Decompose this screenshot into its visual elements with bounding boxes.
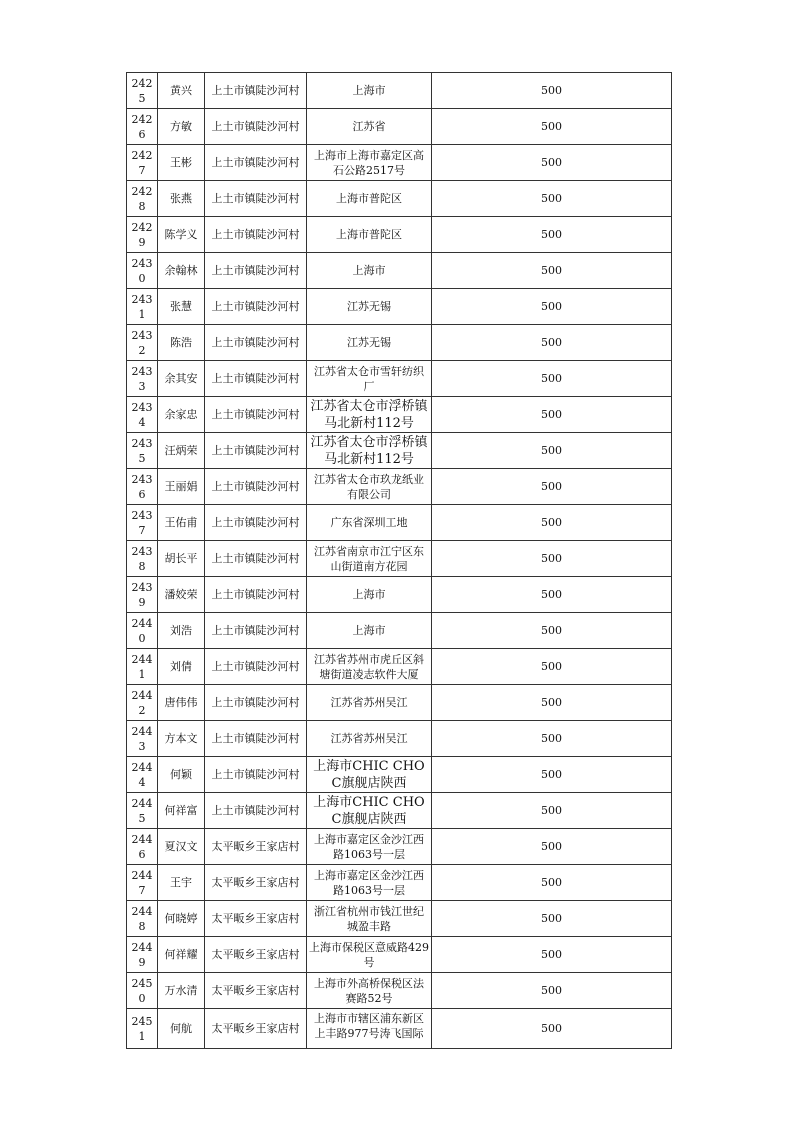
address-cell: 浙江省杭州市钱江世纪城盈丰路 [307, 901, 432, 937]
table-row [127, 1009, 672, 1049]
amount-cell: 500 [432, 865, 672, 901]
address-cell: 江苏无锡 [307, 325, 432, 361]
village-cell: 上土市镇陡沙河村 [205, 217, 307, 253]
table-row [127, 73, 672, 109]
name-cell: 何祥耀 [158, 937, 205, 973]
serial-number-cell: 2451 [127, 1009, 158, 1049]
amount-cell: 500 [432, 757, 672, 793]
amount-cell: 500 [432, 217, 672, 253]
address-cell: 江苏省苏州吴江 [307, 685, 432, 721]
address-cell: 上海市嘉定区金沙江西路1063号一层 [307, 829, 432, 865]
name-cell: 汪炳荣 [158, 433, 205, 469]
village-cell: 上土市镇陡沙河村 [205, 505, 307, 541]
table-row [127, 289, 672, 325]
address-cell: 江苏省 [307, 109, 432, 145]
name-cell: 刘浩 [158, 613, 205, 649]
table-row [127, 145, 672, 181]
address-cell: 上海市普陀区 [307, 217, 432, 253]
village-cell: 上土市镇陡沙河村 [205, 73, 307, 109]
table-row [127, 901, 672, 937]
table-row [127, 613, 672, 649]
village-cell: 太平畈乡王家店村 [205, 973, 307, 1009]
address-cell: 上海市市辖区浦东新区上丰路977号涛飞国际 [307, 1009, 432, 1049]
table-row [127, 865, 672, 901]
name-cell: 张慧 [158, 289, 205, 325]
serial-number-cell: 2449 [127, 937, 158, 973]
serial-number-cell: 2447 [127, 865, 158, 901]
address-cell: 上海市CHIC CHOC旗舰店陕西 [307, 757, 432, 793]
roster-body [127, 73, 672, 1049]
amount-cell: 500 [432, 649, 672, 685]
village-cell: 上土市镇陡沙河村 [205, 469, 307, 505]
village-cell: 上土市镇陡沙河村 [205, 577, 307, 613]
serial-number-cell: 2439 [127, 577, 158, 613]
amount-cell: 500 [432, 361, 672, 397]
amount-cell: 500 [432, 325, 672, 361]
amount-cell: 500 [432, 181, 672, 217]
serial-number-cell: 2446 [127, 829, 158, 865]
serial-number-cell: 2443 [127, 721, 158, 757]
table-row [127, 649, 672, 685]
table-row [127, 793, 672, 829]
address-cell: 江苏省太仓市玖龙纸业有限公司 [307, 469, 432, 505]
village-cell: 太平畈乡王家店村 [205, 865, 307, 901]
address-cell: 上海市 [307, 73, 432, 109]
village-cell: 上土市镇陡沙河村 [205, 433, 307, 469]
amount-cell: 500 [432, 829, 672, 865]
table-row [127, 721, 672, 757]
name-cell: 唐伟伟 [158, 685, 205, 721]
amount-cell: 500 [432, 901, 672, 937]
village-cell: 太平畈乡王家店村 [205, 901, 307, 937]
village-cell: 上土市镇陡沙河村 [205, 685, 307, 721]
amount-cell: 500 [432, 721, 672, 757]
address-cell: 上海市普陀区 [307, 181, 432, 217]
serial-number-cell: 2426 [127, 109, 158, 145]
address-cell: 上海市嘉定区金沙江西路1063号一层 [307, 865, 432, 901]
serial-number-cell: 2432 [127, 325, 158, 361]
address-cell: 上海市 [307, 613, 432, 649]
table-row [127, 433, 672, 469]
address-cell: 江苏省太仓市浮桥镇马北新村112号 [307, 397, 432, 433]
serial-number-cell: 2444 [127, 757, 158, 793]
serial-number-cell: 2431 [127, 289, 158, 325]
address-cell: 江苏省苏州吴江 [307, 721, 432, 757]
serial-number-cell: 2428 [127, 181, 158, 217]
name-cell: 方敏 [158, 109, 205, 145]
amount-cell: 500 [432, 937, 672, 973]
village-cell: 上土市镇陡沙河村 [205, 757, 307, 793]
table-row [127, 937, 672, 973]
amount-cell: 500 [432, 145, 672, 181]
table-row [127, 505, 672, 541]
table-row [127, 685, 672, 721]
name-cell: 何祥富 [158, 793, 205, 829]
name-cell: 刘倩 [158, 649, 205, 685]
serial-number-cell: 2434 [127, 397, 158, 433]
table-row [127, 829, 672, 865]
table-row [127, 361, 672, 397]
address-cell: 上海市 [307, 577, 432, 613]
address-cell: 江苏省苏州市虎丘区斜塘街道凌志软件大厦 [307, 649, 432, 685]
serial-number-cell: 2436 [127, 469, 158, 505]
name-cell: 陈学义 [158, 217, 205, 253]
name-cell: 王丽娟 [158, 469, 205, 505]
address-cell: 江苏省太仓市雪轩纺织厂 [307, 361, 432, 397]
village-cell: 上土市镇陡沙河村 [205, 361, 307, 397]
serial-number-cell: 2437 [127, 505, 158, 541]
amount-cell: 500 [432, 613, 672, 649]
name-cell: 潘姣荣 [158, 577, 205, 613]
name-cell: 余翰林 [158, 253, 205, 289]
name-cell: 余其安 [158, 361, 205, 397]
address-cell: 上海市CHIC CHOC旗舰店陕西 [307, 793, 432, 829]
table-row [127, 541, 672, 577]
village-cell: 上土市镇陡沙河村 [205, 721, 307, 757]
name-cell: 何颖 [158, 757, 205, 793]
address-cell: 广东省深圳工地 [307, 505, 432, 541]
table-row [127, 253, 672, 289]
table-row [127, 397, 672, 433]
serial-number-cell: 2429 [127, 217, 158, 253]
name-cell: 王宇 [158, 865, 205, 901]
village-cell: 上土市镇陡沙河村 [205, 541, 307, 577]
serial-number-cell: 2433 [127, 361, 158, 397]
serial-number-cell: 2445 [127, 793, 158, 829]
table-row [127, 109, 672, 145]
name-cell: 王佑甫 [158, 505, 205, 541]
address-cell: 江苏省南京市江宁区东山街道南方花园 [307, 541, 432, 577]
village-cell: 上土市镇陡沙河村 [205, 253, 307, 289]
village-cell: 上土市镇陡沙河村 [205, 181, 307, 217]
amount-cell: 500 [432, 505, 672, 541]
name-cell: 何晓婷 [158, 901, 205, 937]
address-cell: 上海市 [307, 253, 432, 289]
village-cell: 上土市镇陡沙河村 [205, 649, 307, 685]
serial-number-cell: 2440 [127, 613, 158, 649]
serial-number-cell: 2448 [127, 901, 158, 937]
table-row [127, 217, 672, 253]
address-cell: 上海市外高桥保税区法赛路52号 [307, 973, 432, 1009]
name-cell: 方本文 [158, 721, 205, 757]
name-cell: 胡长平 [158, 541, 205, 577]
address-cell: 江苏无锡 [307, 289, 432, 325]
table-row [127, 757, 672, 793]
amount-cell: 500 [432, 685, 672, 721]
village-cell: 上土市镇陡沙河村 [205, 325, 307, 361]
amount-cell: 500 [432, 973, 672, 1009]
amount-cell: 500 [432, 469, 672, 505]
name-cell: 王彬 [158, 145, 205, 181]
name-cell: 张燕 [158, 181, 205, 217]
serial-number-cell: 2438 [127, 541, 158, 577]
amount-cell: 500 [432, 289, 672, 325]
address-cell: 上海市保税区意威路429号 [307, 937, 432, 973]
amount-cell: 500 [432, 433, 672, 469]
amount-cell: 500 [432, 577, 672, 613]
table-row [127, 469, 672, 505]
roster-table [126, 72, 672, 1049]
table-row [127, 325, 672, 361]
name-cell: 余家忠 [158, 397, 205, 433]
village-cell: 上土市镇陡沙河村 [205, 613, 307, 649]
table-row [127, 181, 672, 217]
serial-number-cell: 2430 [127, 253, 158, 289]
serial-number-cell: 2441 [127, 649, 158, 685]
name-cell: 黄兴 [158, 73, 205, 109]
village-cell: 太平畈乡王家店村 [205, 1009, 307, 1049]
village-cell: 上土市镇陡沙河村 [205, 289, 307, 325]
amount-cell: 500 [432, 73, 672, 109]
village-cell: 太平畈乡王家店村 [205, 829, 307, 865]
table-row [127, 973, 672, 1009]
village-cell: 上土市镇陡沙河村 [205, 145, 307, 181]
serial-number-cell: 2425 [127, 73, 158, 109]
serial-number-cell: 2450 [127, 973, 158, 1009]
amount-cell: 500 [432, 541, 672, 577]
address-cell: 上海市上海市嘉定区高石公路2517号 [307, 145, 432, 181]
serial-number-cell: 2435 [127, 433, 158, 469]
name-cell: 夏汉文 [158, 829, 205, 865]
name-cell: 万水清 [158, 973, 205, 1009]
village-cell: 上土市镇陡沙河村 [205, 109, 307, 145]
village-cell: 上土市镇陡沙河村 [205, 793, 307, 829]
table-row [127, 577, 672, 613]
name-cell: 何航 [158, 1009, 205, 1049]
amount-cell: 500 [432, 1009, 672, 1049]
amount-cell: 500 [432, 397, 672, 433]
village-cell: 太平畈乡王家店村 [205, 937, 307, 973]
village-cell: 上土市镇陡沙河村 [205, 397, 307, 433]
serial-number-cell: 2427 [127, 145, 158, 181]
amount-cell: 500 [432, 253, 672, 289]
address-cell: 江苏省太仓市浮桥镇马北新村112号 [307, 433, 432, 469]
serial-number-cell: 2442 [127, 685, 158, 721]
amount-cell: 500 [432, 109, 672, 145]
amount-cell: 500 [432, 793, 672, 829]
name-cell: 陈浩 [158, 325, 205, 361]
